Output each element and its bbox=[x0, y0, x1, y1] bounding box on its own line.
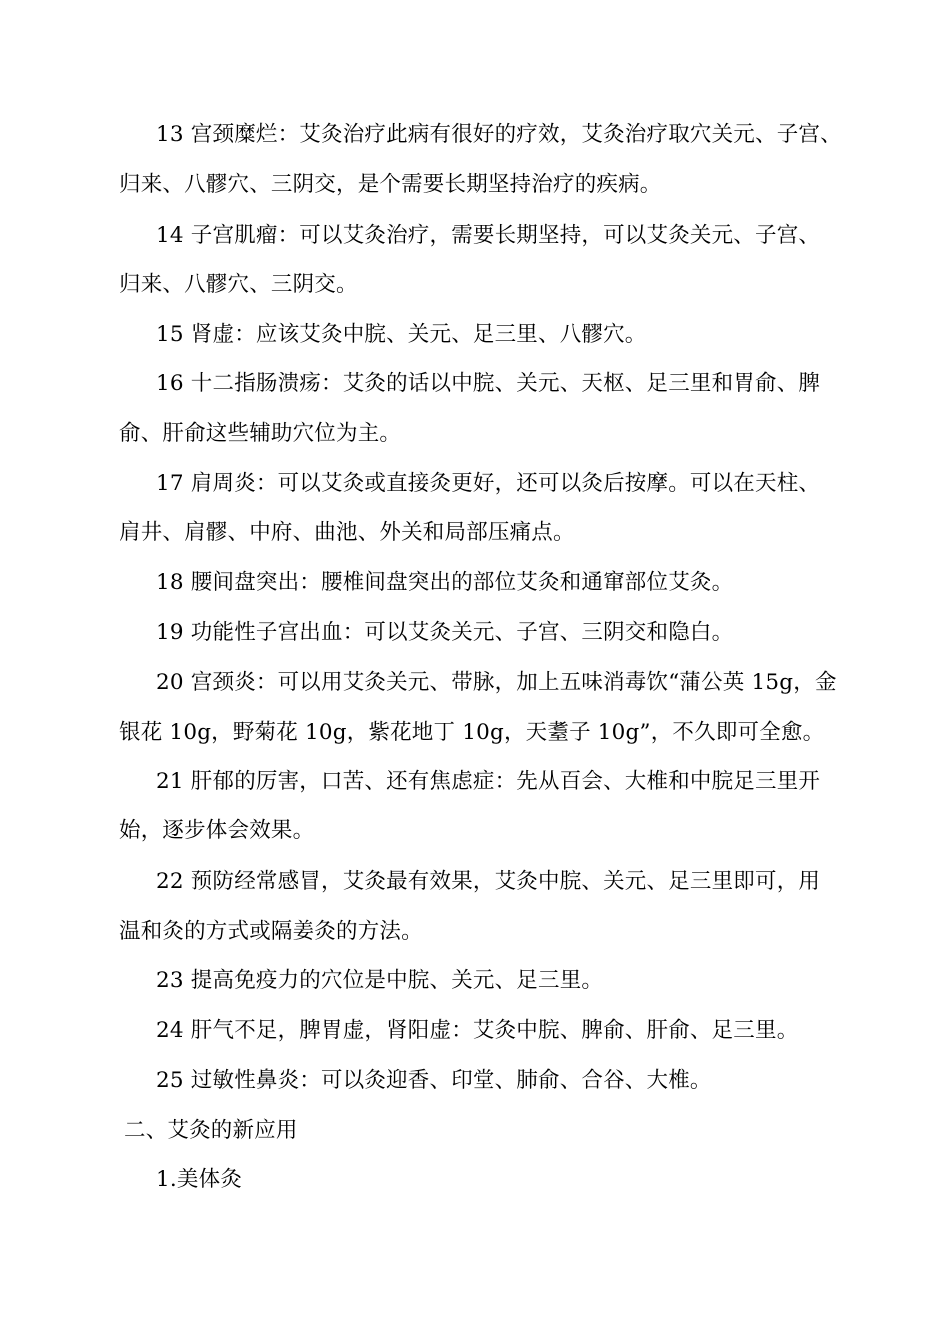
paragraph-13-line-2: 归来、八髎穴、三阴交，是个需要长期坚持治疗的疾病。 bbox=[119, 172, 662, 197]
paragraph-20-line-1: 20 宫颈炎：可以用艾灸关元、带脉，加上五味消毒饮“蒲公英 15g，金 bbox=[156, 670, 837, 695]
paragraph-22-line-1: 22 预防经常感冒，艾灸最有效果，艾灸中脘、关元、足三里即可，用 bbox=[156, 869, 821, 894]
paragraph-13-line-1: 13 宫颈糜烂：艾灸治疗此病有很好的疗效，艾灸治疗取穴关元、子宫、 bbox=[156, 122, 842, 147]
paragraph-14-line-2: 归来、八髎穴、三阴交。 bbox=[119, 272, 358, 297]
paragraph-17-line-1: 17 肩周炎：可以艾灸或直接灸更好，还可以灸后按摩。可以在天柱、 bbox=[156, 471, 821, 496]
subsection-heading: 1.美体灸 bbox=[156, 1167, 243, 1192]
section-heading: 二、艾灸的新应用 bbox=[124, 1118, 298, 1143]
paragraph-17-line-2: 肩井、肩髎、中府、曲池、外关和局部压痛点。 bbox=[119, 520, 575, 545]
paragraph-15: 15 肾虚：应该艾灸中脘、关元、足三里、八髎穴。 bbox=[156, 322, 647, 347]
paragraph-18: 18 腰间盘突出：腰椎间盘突出的部位艾灸和通窜部位艾灸。 bbox=[156, 570, 734, 595]
paragraph-25: 25 过敏性鼻炎：可以灸迎香、印堂、肺俞、合谷、大椎。 bbox=[156, 1068, 712, 1093]
paragraph-21-line-2: 始，逐步体会效果。 bbox=[119, 818, 315, 843]
paragraph-24: 24 肝气不足，脾胃虚，肾阳虚：艾灸中脘、脾俞、肝俞、足三里。 bbox=[156, 1018, 799, 1043]
paragraph-16-line-2: 俞、肝俞这些辅助穴位为主。 bbox=[119, 421, 402, 446]
paragraph-16-line-1: 16 十二指肠溃疡：艾灸的话以中脘、关元、天枢、足三里和胃俞、脾 bbox=[156, 371, 821, 396]
paragraph-22-line-2: 温和灸的方式或隔姜灸的方法。 bbox=[119, 919, 423, 944]
paragraph-21-line-1: 21 肝郁的厉害，口苦、还有焦虑症：先从百会、大椎和中脘足三里开 bbox=[156, 769, 821, 794]
paragraph-14-line-1: 14 子宫肌瘤：可以艾灸治疗，需要长期坚持，可以艾灸关元、子宫、 bbox=[156, 223, 821, 248]
paragraph-20-line-2: 银花 10g，野菊花 10g，紫花地丁 10g，天耋子 10g”，不久即可全愈。 bbox=[119, 720, 825, 745]
paragraph-23: 23 提高免疫力的穴位是中脘、关元、足三里。 bbox=[156, 968, 604, 993]
paragraph-19: 19 功能性子宫出血：可以艾灸关元、子宫、三阴交和隐白。 bbox=[156, 620, 734, 645]
